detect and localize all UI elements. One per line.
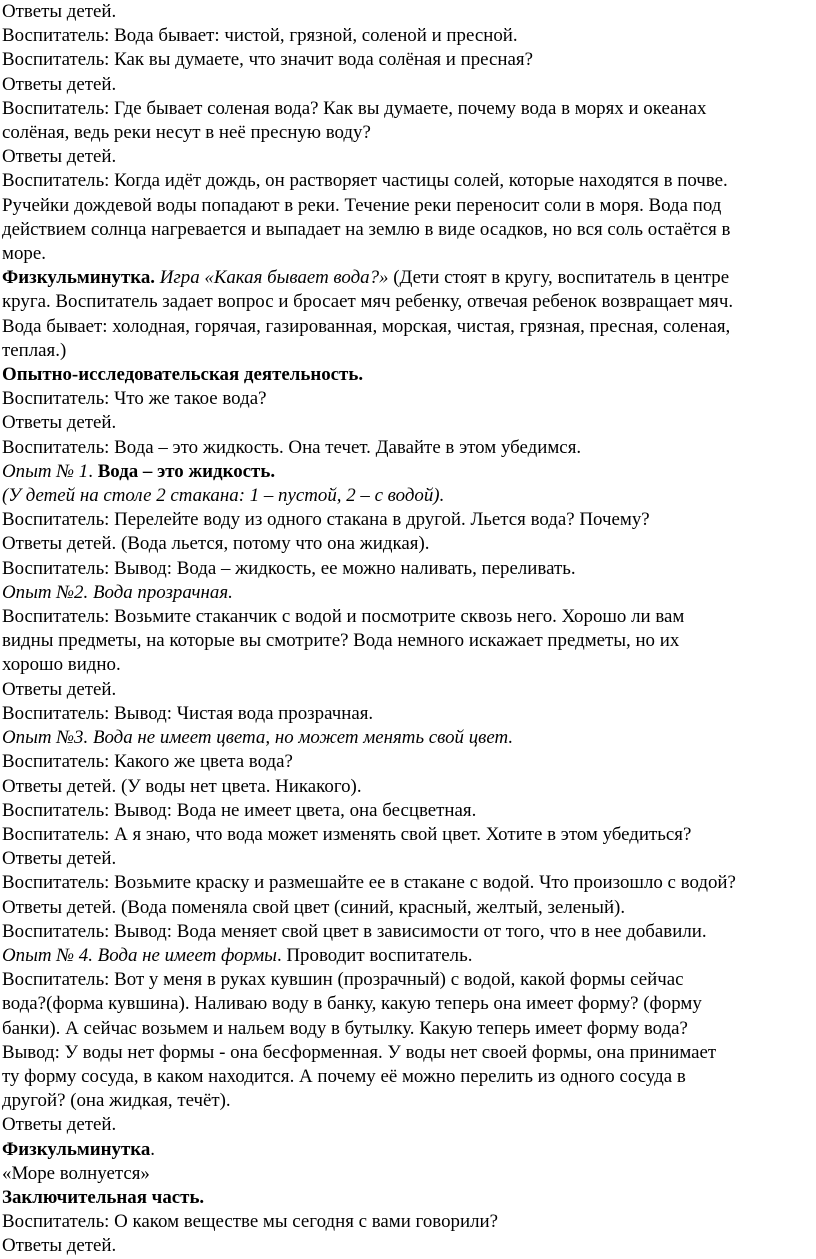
text-line: Ответы детей. (2, 848, 117, 870)
text-line: Ответы детей. (2, 146, 117, 168)
experiment-note (2, 484, 812, 508)
text-line: ту форму сосуда, в каком находится. А почему её можно перелить из одного сосуда в (2, 1065, 686, 1087)
text-line: видны предметы, на которые вы смотрите? Вода немного искажает предметы, но их (2, 630, 680, 652)
text-line: Воспитатель: Вывод: Вода не имеет цвета, она бесцветная. (2, 799, 477, 821)
text-line: море. (2, 243, 46, 265)
experiment-4-heading (2, 944, 812, 968)
text-line: Воспитатель: Что же такое вода? (2, 388, 267, 410)
experiment-separator: . (88, 460, 98, 482)
heading-text: Заключительная часть. (2, 1186, 205, 1208)
fizminutka-game: Игра «Какая бывает вода?» (159, 267, 389, 289)
text-line: Воспитатель: Вывод: Чистая вода прозрачная. (2, 702, 374, 724)
text-line: Воспитатель: О каком веществе мы сегодня с вами говорили? (2, 1211, 498, 1233)
text-line: Ответы детей. (Вода поменяла свой цвет (синий, красный, желтый, зеленый). (2, 896, 626, 918)
text-line: Воспитатель: Когда идёт дождь, он растворяет частицы солей, которые находятся в почве. (2, 170, 728, 192)
text-line: солёная, ведь реки несут в неё пресную воду? (2, 122, 371, 144)
fizminutka-dot: . (150, 1138, 156, 1160)
text-line: Воспитатель: Перелейте воду из одного стакана в другой. Льется вода? Почему? (2, 509, 650, 531)
text-line: Воспитатель: Как вы думаете, что значит вода солёная и пресная? (2, 49, 533, 71)
experiment-1-heading (2, 460, 812, 484)
experiment-label: Опыт №2 (2, 581, 84, 603)
text-line: Ответы детей. (2, 412, 117, 434)
section-heading (2, 363, 812, 387)
text-line: Ответы детей. (2, 1114, 117, 1136)
experiment-rest: . Проводит воспитатель. (276, 944, 473, 966)
heading-text: Опытно-исследовательская деятельность. (2, 364, 364, 386)
text-line: Ответы детей. (У воды нет цвета. Никакого). (2, 775, 362, 797)
text-line: Ответы детей. (Вода льется, потому что она жидкая). (2, 533, 430, 555)
fizminutka-line (2, 266, 812, 290)
text-line: Воспитатель: Вот у меня в руках кувшин (прозрачный) с водой, какой формы сейчас (2, 969, 684, 991)
text-line: круга. Воспитатель задает вопрос и бросает мяч ребенку, отвечая ребенок возвращает мяч. (2, 291, 734, 313)
fizminutka-2-heading (2, 1138, 812, 1162)
text-line: Воспитатель: Вывод: Вода меняет свой цвет в зависимости от того, что в нее добавили. (2, 920, 707, 942)
text-line: Воспитатель: Вода бывает: чистой, грязной, соленой и пресной. (2, 25, 518, 47)
text-line: Воспитатель: Вода – это жидкость. Она течет. Давайте в этом убедимся. (2, 436, 582, 458)
text-line: Воспитатель: Какого же цвета вода? (2, 751, 293, 773)
fizminutka-label: Физкульминутка. (2, 267, 156, 289)
text-line: Ручейки дождевой воды попадают в реки. Течение реки переносит соли в моря. Вода под (2, 194, 722, 216)
experiment-3-heading (2, 726, 812, 750)
fizminutka-text: (Дети стоят в кругу, воспитатель в центре (393, 267, 730, 289)
text-line: вода?(форма кувшина). Наливаю воду в банку, какую теперь она имеет форму? (форму (2, 993, 702, 1015)
experiment-2-heading (2, 581, 812, 605)
section-heading (2, 1186, 812, 1210)
experiment-title: Опыт № 4. Вода не имеет формы (2, 944, 277, 966)
text-line: банки). А сейчас возьмем и нальем воду в бутылку. Какую теперь имеет форму вода? (2, 1017, 688, 1039)
text-line: Воспитатель: Возьмите стаканчик с водой и посмотрите сквозь него. Хорошо ли вам (2, 606, 685, 628)
text-line: Ответы детей. (2, 1235, 117, 1257)
text-line: действием солнца нагревается и выпадает на землю в виде осадков, но вся соль остаётся в (2, 218, 731, 240)
text-line: Ответы детей. (2, 1, 117, 22)
text-line: Ответы детей. (2, 678, 117, 700)
text-line: Воспитатель: Где бывает соленая вода? Как вы думаете, почему вода в морях и океанах (2, 97, 707, 119)
text-line: хорошо видно. (2, 654, 121, 676)
text-line: теплая.) (2, 339, 67, 361)
text-line: Ответы детей. (2, 73, 117, 95)
text-line: Вода бывает: холодная, горячая, газированная, морская, чистая, грязная, пресная, соленая, (2, 315, 731, 337)
note-text: (У детей на столе 2 стакана: 1 – пустой, 2 – с водой). (2, 485, 445, 507)
text-line: Воспитатель: Вывод: Вода – жидкость, ее можно наливать, переливать. (2, 557, 576, 579)
text-line: Воспитатель: А я знаю, что вода может изменять свой цвет. Хотите в этом убедиться? (2, 823, 692, 845)
fizminutka-game: «Море волнуется» (2, 1162, 150, 1184)
fizminutka-label: Физкульминутка (2, 1138, 151, 1160)
text-line: другой? (она жидкая, течёт). (2, 1090, 231, 1112)
experiment-title: . Вода прозрачная. (83, 581, 233, 603)
text-line: Воспитатель: Возьмите краску и размешайте ее в стакане с водой. Что произошло с водой? (2, 872, 736, 894)
text-line: Вывод: У воды нет формы - она бесформенная. У воды нет своей формы, она принимает (2, 1041, 717, 1063)
experiment-title: Опыт №3. Вода не имеет цвета, но может менять свой цвет. (2, 727, 514, 749)
experiment-label: Опыт № 1 (2, 460, 89, 482)
experiment-title: Вода – это жидкость. (97, 460, 276, 482)
